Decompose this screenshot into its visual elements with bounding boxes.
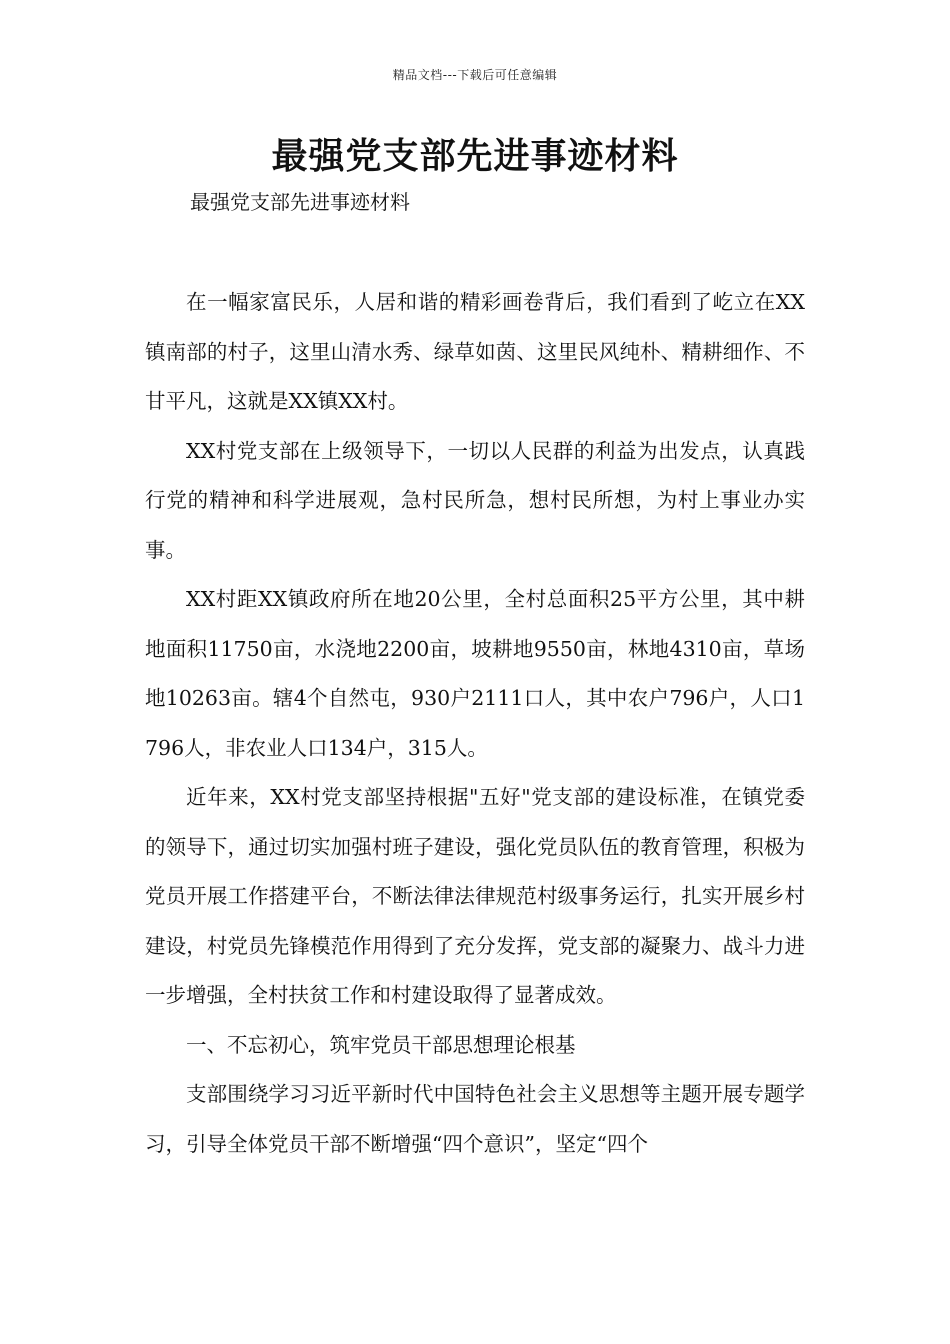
section-heading: 一、不忘初心，筑牢党员干部思想理论根基 (186, 1032, 576, 1057)
paragraph-intro: 在一幅家富民乐，人居和谐的精彩画卷背后，我们看到了屹立在XX镇南部的村子，这里山清水秀、绿草如茵、这里民风纯朴、精耕细作、不甘平凡，这就是XX镇XX村。 (145, 290, 805, 413)
document-subtitle: 最强党支部先进事迹材料 (190, 190, 410, 214)
document-title: 最强党支部先进事迹材料 (271, 136, 679, 177)
paragraph-section-one: 支部围绕学习习近平新时代中国特色社会主义思想等主题开展专题学习，引导全体党员干部不断增强“四个意识”，坚定“四个 (145, 1082, 805, 1156)
document-body (145, 278, 805, 1169)
paragraph-party-branch: XX村党支部在上级领导下，一切以人民群的利益为出发点，认真践行党的精神和科学进展观，急村民所急，想村民所想，为村上事业办实事。 (145, 438, 805, 562)
header-note: 精品文档---下载后可任意编辑 (392, 68, 558, 82)
paragraph-village-stats: XX村距XX镇政府所在地20公里，全村总面积25平方公里，其中耕地面积11750亩，水浇地2200亩，坡耕地9550亩，林地4310亩，草场地10263亩。辖4个自然屯，930户2111口人，其中农户796户，人口1796人，非农业人口134户，315人。 (145, 587, 805, 760)
paragraph-recent-years: 近年来，XX村党支部坚持根据"五好"党支部的建设标准，在镇党委的领导下，通过切实加强村班子建设，强化党员队伍的教育管理，积极为党员开展工作搭建平台，不断法律法律规范村级事务运行，扎实开展乡村建设，村党员先锋模范作用得到了充分发挥，党支部的凝聚力、战斗力进一步增强，全村扶贫工作和村建设取得了显著成效。 (145, 785, 805, 1007)
